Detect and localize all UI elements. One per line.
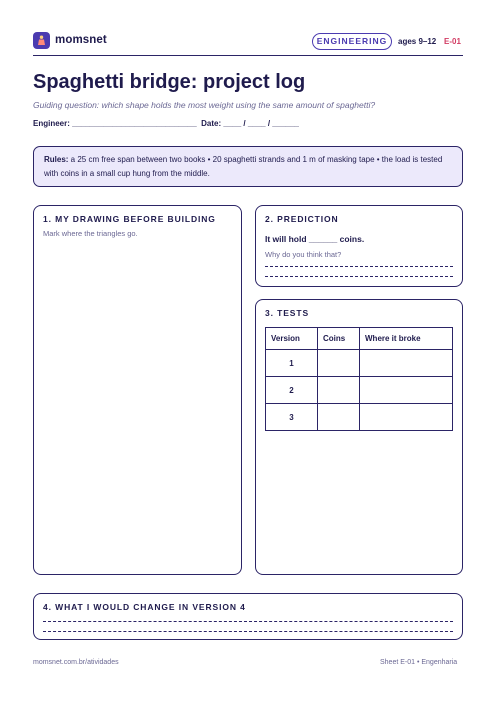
figure-icon [36, 35, 47, 46]
change-box [33, 593, 463, 640]
drawing-heading: 1. MY DRAWING BEFORE BUILDING [43, 214, 216, 224]
coins-cell[interactable] [318, 350, 360, 377]
where-broke-cell[interactable] [360, 350, 453, 377]
change-heading: 4. WHAT I WOULD CHANGE IN VERSION 4 [43, 602, 246, 612]
rules-text: a 25 cm free span between two books • 20 spaghetti strands and 1 m of masking tape • the load is tested with coins in a small cup hung from the middle. [44, 155, 443, 178]
sheet-code: E-01 [444, 37, 461, 46]
coins-cell[interactable] [318, 377, 360, 404]
prediction-why-prompt: Why do you think that? [265, 250, 342, 259]
table-row [266, 377, 453, 404]
column-header-version: Version [266, 328, 318, 350]
brand-name: momsnet [55, 34, 107, 46]
column-header-coins: Coins [318, 328, 360, 350]
answer-line[interactable] [43, 621, 453, 622]
table-row [266, 404, 453, 431]
answer-line[interactable] [265, 266, 453, 267]
answer-line[interactable] [265, 276, 453, 277]
page-title: Spaghetti bridge: project log [33, 71, 306, 93]
footer-sheet-id: Sheet E-01 • Engenharia [380, 659, 458, 666]
page-header [33, 31, 463, 55]
prediction-heading: 2. PREDICTION [265, 214, 339, 224]
drawing-box[interactable] [33, 205, 242, 575]
prediction-statement[interactable]: It will hold ______ coins. [265, 234, 365, 244]
footer-url: momsnet.com.br/atividades [33, 659, 119, 666]
age-range: ages 9–12 [398, 37, 437, 46]
column-header-where-broke: Where it broke [360, 328, 453, 350]
where-broke-cell[interactable] [360, 404, 453, 431]
tests-box [255, 299, 463, 575]
coins-cell[interactable] [318, 404, 360, 431]
guiding-question: Guiding question: which shape holds the most weight using the same amount of spaghetti? [33, 100, 376, 110]
table-row [266, 350, 453, 377]
answer-line[interactable] [43, 631, 453, 632]
momsnet-logo-icon [33, 32, 50, 49]
header-divider [33, 55, 463, 56]
rules-panel [33, 146, 463, 187]
prediction-box [255, 205, 463, 287]
version-cell: 1 [266, 350, 318, 377]
tests-heading: 3. TESTS [265, 308, 310, 318]
version-cell: 3 [266, 404, 318, 431]
rules-label: Rules: [44, 155, 69, 164]
subject-badge: ENGINEERING [312, 33, 392, 50]
table-header-row [266, 328, 453, 350]
drawing-instruction: Mark where the triangles go. [43, 229, 138, 238]
tests-table [265, 327, 453, 431]
version-cell: 2 [266, 377, 318, 404]
engineer-date-line[interactable]: Engineer: ____________________________ Date: ____ / ____ / ______ [33, 119, 299, 128]
where-broke-cell[interactable] [360, 377, 453, 404]
